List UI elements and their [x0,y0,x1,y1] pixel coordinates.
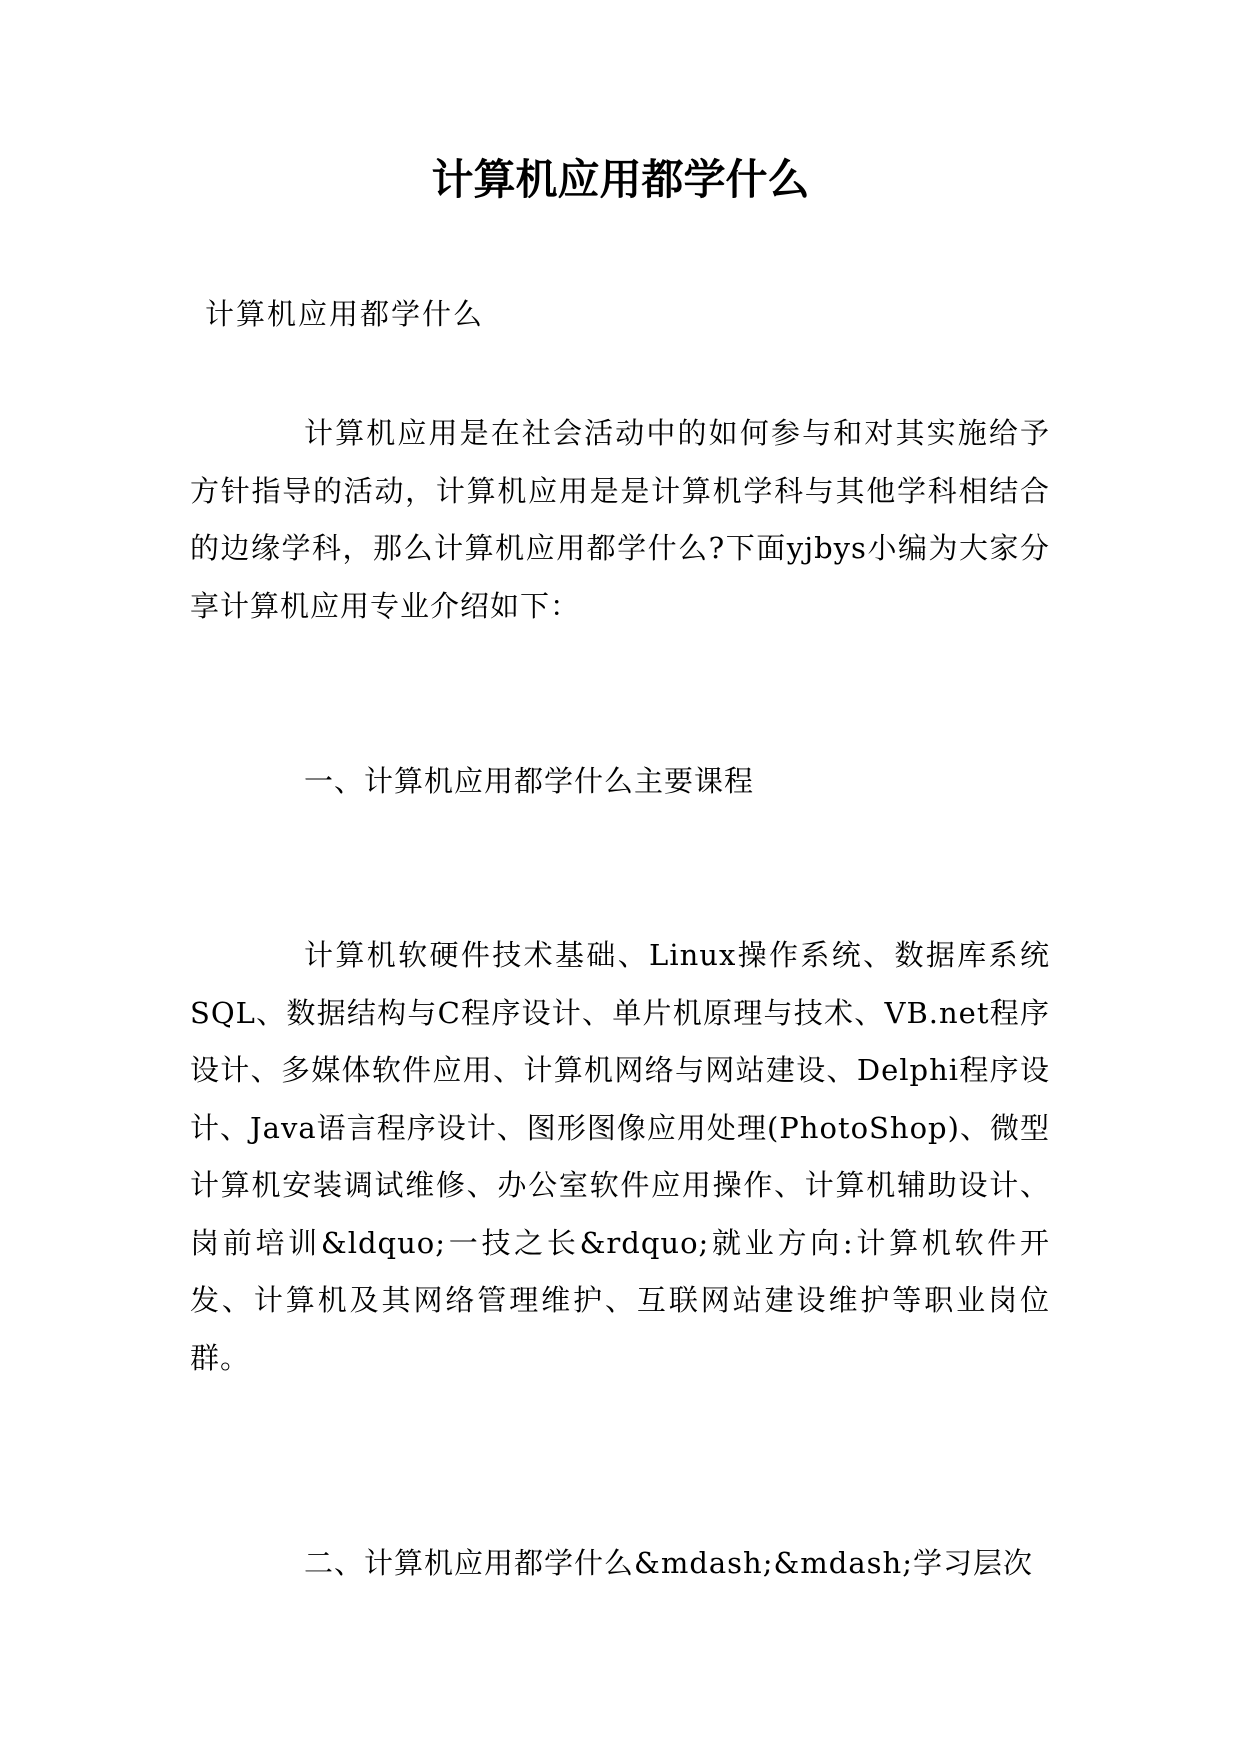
document-title: 计算机应用都学什么 [431,155,810,204]
section-heading-study-levels: 二、计算机应用都学什么&mdash;&mdash;学习层次 [304,1546,1033,1580]
section-heading-courses: 一、计算机应用都学什么主要课程 [304,764,755,798]
intro-paragraph: 计算机应用是在社会活动中的如何参与和对其实施给予方针指导的活动，计算机应用是是计算机学科与其他学科相结合的边缘学科，那么计算机应用都学什么?下面yjbys小编为大家分享计算机应用专业介绍如下： [190,416,1050,623]
document-subtitle: 计算机应用都学什么 [205,297,485,331]
courses-paragraph: 计算机软硬件技术基础、Linux操作系统、数据库系统SQL、数据结构与C程序设计、单片机原理与技术、VB.net程序设计、多媒体软件应用、计算机网络与网站建设、Delphi程序设计、Java语言程序设计、图形图像应用处理(PhotoShop)、微型计算机安装调试维修、办公室软件应用操作、计算机辅助设计、岗前培训&ldquo;一技之长&rdquo;就业方向:计算机软件开发、计算机及其网络管理维护、互联网站建设维护等职业岗位群。 [190,938,1050,1375]
